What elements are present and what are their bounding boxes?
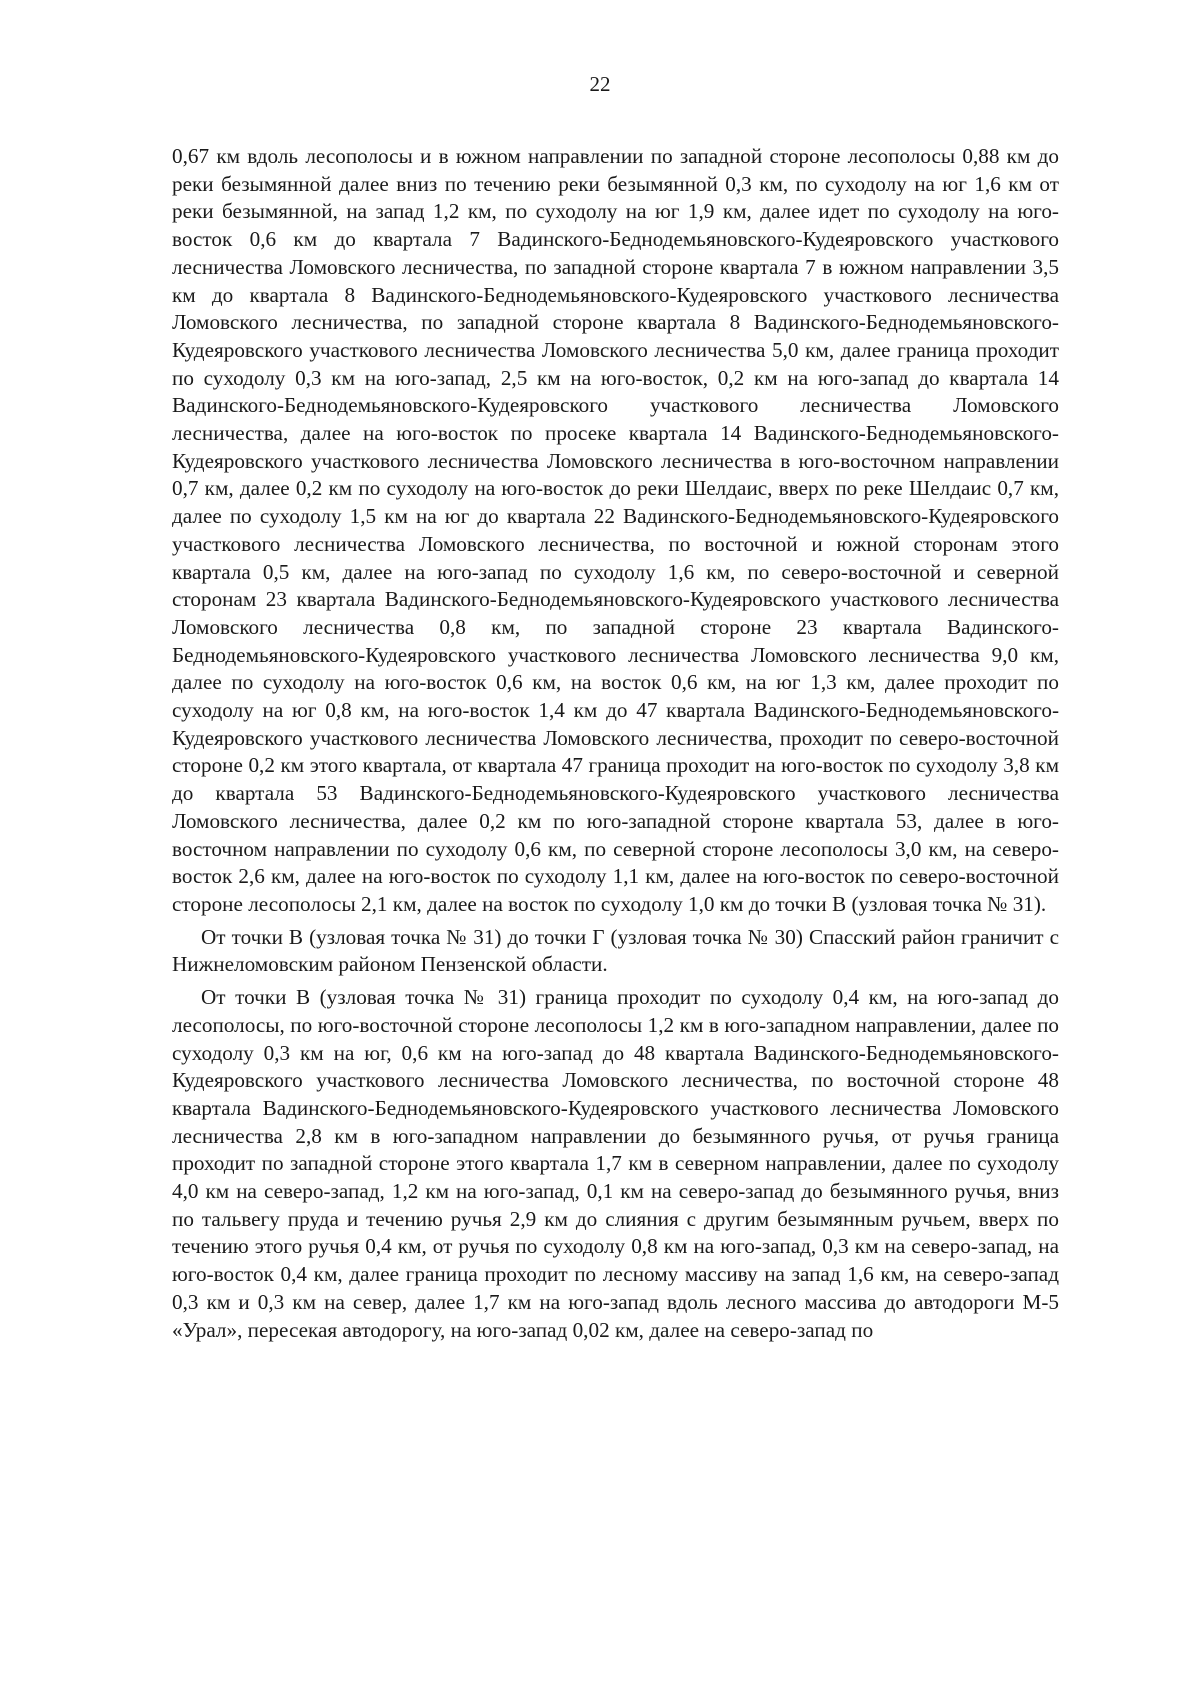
paragraph-continuation: 0,67 км вдоль лесополосы и в южном направлении по западной стороне лесополосы 0,88 км до реки безымянной далее вниз по течению реки безымянной 0,3 км, по суходолу на юг 1,6 км от реки безымянной, на запад 1,2 км, по суходолу на юг 1,9 км, далее идет по суходолу на юго-восток 0,6 км до квартала 7 Вадинского-Беднодемьяновского-Кудеяровского участкового лесничества Ломовского лесничества, по западной стороне квартала 7 в южном направлении 3,5 км до квартала 8 Вадинского-Беднодемьяновского-Кудеяровского участкового лесничества Ломовского лесничества, по западной стороне квартала 8 Вадинского-Беднодемьяновского-Кудеяровского участкового лесничества Ломовского лесничества 5,0 км, далее граница проходит по суходолу 0,3 км на юго-запад, 2,5 км на юго-восток, 0,2 км на юго-запад до квартала 14 Вадинского-Беднодемьяновского-Кудеяровского участкового лесничества Ломовского лесничества, далее на юго-восток по просеке квартала 14 Вадинского-Беднодемьяновского-Кудеяровского участкового лесничества Ломовского лесничества в юго-восточном направлении 0,7 км, далее 0,2 км по суходолу на юго-восток до реки Шелдаис, вверх по реке Шелдаис 0,7 км, далее по суходолу 1,5 км на юг до квартала 22 Вадинского-Беднодемьяновского-Кудеяровского участкового лесничества Ломовского лесничества, по восточной и южной сторонам этого квартала 0,5 км, далее на юго-запад по суходолу 1,6 км, по северо-восточной и северной сторонам 23 квартала Вадинского-Беднодемьяновского-Кудеяровского участкового лесничества Ломовского лесничества 0,8 км, по западной стороне 23 квартала Вадинского-Беднодемьяновского-Кудеяровского участкового лесничества Ломовского лесничества 9,0 км, далее по суходолу на юго-восток 0,6 км, на восток 0,6 км, на юг 1,3 км, далее проходит по суходолу на юг 0,8 км, на юго-восток 1,4 км до 47 квартала Вадинского-Беднодемьяновского-Кудеяровского участкового лесничества Ломовского лесничества, проходит по северо-восточной стороне 0,2 км этого квартала, от квартала 47 граница проходит на юго-восток по суходолу 3,8 км до квартала 53 Вадинского-Беднодемьяновского-Кудеяровского участкового лесничества Ломовского лесничества, далее 0,2 км по юго-западной стороне квартала 53, далее в юго-восточном направлении по суходолу 0,6 км, по северной стороне лесополосы 3,0 км, на северо-восток 2,6 км, далее на юго-восток по суходолу 1,1 км, далее на юго-восток по северо-восточной стороне лесополосы 2,1 км, далее на восток по суходолу 1,0 км до точки В (узловая точка № 31). bbox=[172, 144, 1059, 916]
document-body bbox=[172, 143, 1059, 1344]
paragraph-boundary-note: От точки В (узловая точка № 31) до точки Г (узловая точка № 30) Спасский район граничит с Нижнеломовским районом Пензенской области. bbox=[172, 924, 1059, 977]
page-number: 22 bbox=[589, 72, 611, 96]
paragraph-boundary-description: От точки В (узловая точка № 31) граница проходит по суходолу 0,4 км, на юго-запад до лесополосы, по юго-восточной стороне лесополосы 1,2 км в юго-западном направлении, далее по суходолу 0,3 км на юг, 0,6 км на юго-запад до 48 квартала Вадинского-Беднодемьяновского-Кудеяровского участкового лесничества Ломовского лесничества, по восточной стороне 48 квартала Вадинского-Беднодемьяновского-Кудеяровского участкового лесничества Ломовского лесничества 2,8 км в юго-западном направлении до безымянного ручья, от ручья граница проходит по западной стороне этого квартала 1,7 км в северном направлении, далее по суходолу 4,0 км на северо-запад, 1,2 км на юго-запад, 0,1 км на северо-запад до безымянного ручья, вниз по тальвегу пруда и течению ручья 2,9 км до слияния с другим безымянным ручьем, вверх по течению этого ручья 0,4 км, от ручья по суходолу 0,8 км на юго-запад, 0,3 км на северо-запад, на юго-восток 0,4 км, далее граница проходит по лесному массиву на запад 1,6 км, на северо-запад 0,3 км и 0,3 км на север, далее 1,7 км на юго-запад вдоль лесного массива до автодороги М-5 «Урал», пересекая автодорогу, на юго-запад 0,02 км, далее на северо-запад по bbox=[172, 985, 1059, 1342]
